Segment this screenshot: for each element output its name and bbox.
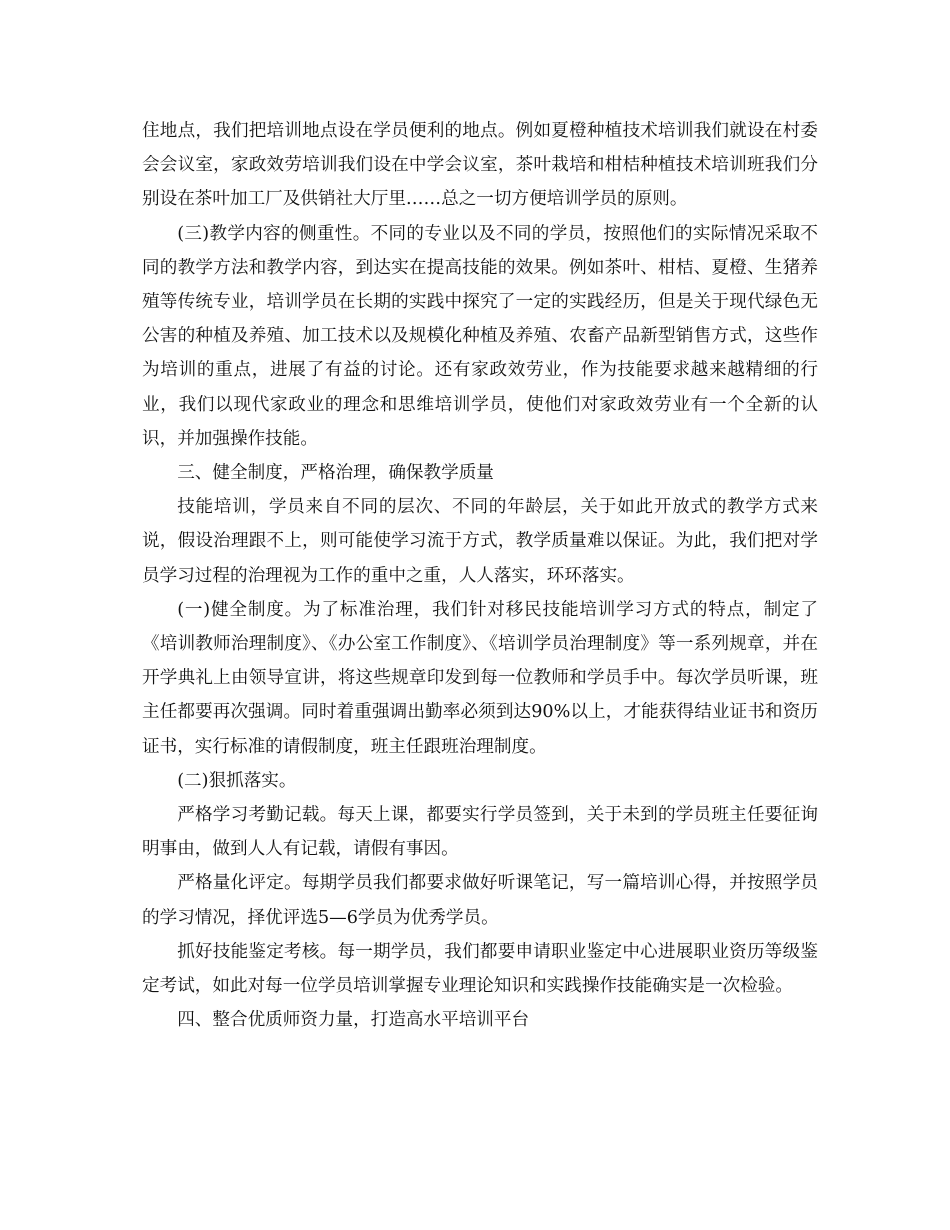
section-heading-teachers: 四、整合优质师资力量，打造高水平培训平台 [177, 1010, 530, 1031]
paragraph-teaching-content: (三)教学内容的侧重性。不同的专业以及不同的学员，按照他们的实际情况采取不同的教学方法和教学内容，到达实在提高技能的效果。例如茶叶、柑桔、夏橙、生猪养殖等传统专业，培训学员在长期的实践中探究了一定的实践经历，但是关于现代绿色无公害的种植及养殖、加工技术以及规模化种植及养殖、农畜产品新型销售方式，这些作为培训的重点，进展了有益的讨论。还有家政效劳业，作为技能要求越来越精细的行业，我们以现代家政业的理念和思维培训学员，使他们对家政效劳业有一个全新的认识，并加强操作技能。 [142, 223, 818, 449]
section-heading-management: 三、健全制度，严格治理，确保教学质量 [177, 463, 494, 484]
paragraph-management-intro: 技能培训，学员来自不同的层次、不同的年龄层，关于如此开放式的教学方式来说，假设治理跟不上，则可能使学习流于方式，教学质量难以保证。为此，我们把对学员学习过程的治理视为工作的重中之重，人人落实，环环落实。 [142, 497, 818, 586]
paragraph-evaluation: 严格量化评定。每期学员我们都要求做好听课笔记，写一篇培训心得，并按照学员的学习情况，择优评选5—6学员为优秀学员。 [142, 873, 818, 928]
subheading-implementation: (二)狠抓落实。 [177, 770, 297, 791]
paragraph-attendance: 严格学习考勤记载。每天上课，都要实行学员签到，关于未到的学员班主任要征询明事由，做到人人有记载，请假有事因。 [142, 805, 818, 860]
paragraph-training-location: 住地点，我们把培训地点设在学员便利的地点。例如夏橙种植技术培训我们就设在村委会会议室，家政效劳培训我们设在中学会议室，茶叶栽培和柑桔种植技术培训班我们分别设在茶叶加工厂及供销社大厅里……总之一切方便培训学员的原则。 [142, 121, 818, 210]
paragraph-system-rules: (一)健全制度。为了标准治理，我们针对移民技能培训学习方式的特点，制定了《培训教师治理制度》、《办公室工作制度》、《培训学员治理制度》等一系列规章，并在开学典礼上由领导宣讲，将这些规章印发到每一位教师和学员手中。每次学员听课，班主任都要再次强调。同时着重强调出勤率必须到达90%以上，才能获得结业证书和资历证书，实行标准的请假制度，班主任跟班治理制度。 [142, 599, 818, 757]
document-body [142, 114, 818, 1037]
paragraph-skill-assessment: 抓好技能鉴定考核。每一期学员，我们都要申请职业鉴定中心进展职业资历等级鉴定考试，如此对每一位学员培训掌握专业理论知识和实践操作技能确实是一次检验。 [142, 941, 818, 997]
